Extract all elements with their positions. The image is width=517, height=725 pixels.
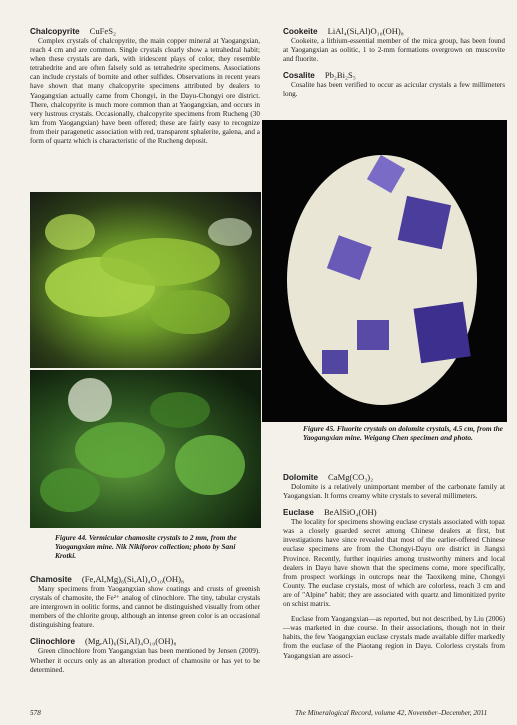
mineral-formula: CaMg(CO₃)₂ bbox=[328, 472, 374, 482]
entry-text: The locality for specimens showing euclase crystals associated with topaz was a closely guarded secret among Chinese dealers at first, but investigations have since revealed that most of the earlier-offered Chinese euclase specimens are from the Chongyi-Dayu ore district in Jiangxi Province. Recently, further inquiries among trustworthy miners and local dealers in Dayu have shown that the specimens come, more specifically, from prospect workings in outcrops near the Taoxikeng mine, Chongyi County. The euclase crystals, most of which are colorless, reach 3 cm and are of "Alpine" habit; they are associated with quartz and limonitized pyrite on schist matrix. bbox=[283, 518, 505, 609]
entry-text: Complex crystals of chalcopyrite, the main copper mineral at Yaogangxian, reach 4 cm and are common. Single crystals clearly show a tetrahedral habit; when these crystals are dark, with iridescent plays of color, they resemble tetrahedrite and are often falsely sold as tetrahedrite specimens. Associations can include crystals of bornite and other sulfides. Observations in recent years have shown that many chalcopyrite specimens attributed by dealers to Yaogangxian actually came from Chongyi, in the Dayu-Chongyi ore district. There, chalcopyrite is much more common than at Yaogangxian, and occurs in very lustrous crystals. Occasionally, chalcopyrite specimens from Rucheng (30 km from Yaogangxian) have been offered; these are fairly easy to recognize from their paragenetic association with red, transparent sphalerite, galena, and a form of quartz which is characteristic of the Rucheng deposit. bbox=[30, 37, 260, 146]
chamosite-closeup-image bbox=[30, 370, 261, 528]
right-column-lower bbox=[283, 472, 505, 667]
mineral-name: Cosalite bbox=[283, 71, 315, 81]
mineral-formula: CuFeS₂ bbox=[89, 26, 116, 36]
entry-heading bbox=[283, 26, 505, 36]
mineral-formula: (Mg,Al)₆(Si,Al)₄O₁₀(OH)₈ bbox=[85, 636, 177, 647]
left-column bbox=[30, 26, 260, 152]
mineral-formula: LiAl₄(Si,Al)O₁₀(OH)₈ bbox=[327, 26, 404, 36]
figure-45-caption: Figure 45. Fluorite crystals on dolomite crystals, 4.5 cm, from the Yaogangxian mine. Weigang Chen specimen and photo. bbox=[303, 424, 503, 443]
fluorite-photo bbox=[262, 120, 507, 422]
entry-heading bbox=[30, 574, 260, 584]
right-column bbox=[283, 26, 505, 105]
chamosite-crystals-image bbox=[30, 192, 261, 368]
page-number: 578 bbox=[30, 709, 41, 717]
mineral-name: Dolomite bbox=[283, 473, 319, 482]
entry-text: Dolomite is a relatively unimportant member of the carbonate family at Yaogangxian. It forms creamy white crystals to several millimeters. bbox=[283, 483, 505, 501]
entry-text: Many specimens from Yaogangxian show coatings and crusts of greenish crystals of chamosite, the Fe²⁺ analog of clinochlore. The tiny, tabular crystals are intergrown in oolitic forms, and cannot be distinguished visually from other members of the chlorite group, although an intense green color is an occasional distinguishing feature. bbox=[30, 585, 260, 630]
entry-text: Green clinochlore from Yaogangxian has been mentioned by Jensen (2009). Whether it occurs only as an alteration product of chamosite or has yet to be determined. bbox=[30, 647, 260, 674]
mineral-name: Clinochlore bbox=[30, 637, 76, 647]
mineral-formula: (Fe,Al,Mg)₆(Si,Al)₄O₁₀(OH)₈ bbox=[81, 574, 184, 584]
left-column-lower bbox=[30, 574, 260, 681]
entry-text: Cookeite, a lithium-essential member of the mica group, has been found at Yaogangxian as oolitic, 1 to 2-mm formations overgrown on muscovite and fluorite. bbox=[283, 37, 505, 64]
entry-heading bbox=[30, 26, 260, 36]
mineral-name: Cookeite bbox=[283, 27, 318, 36]
mineral-formula: Pb₂Bi₂S₅ bbox=[324, 70, 356, 81]
entry-heading bbox=[283, 472, 505, 482]
figure-44-caption: Figure 44. Vermicular chamosite crystals to 2 mm, from the Yaogangxian mine. Nik Nikiforov collection; photo by Sani Krotki. bbox=[55, 533, 237, 561]
chamosite-photo-bottom bbox=[30, 370, 261, 528]
chamosite-photo-top bbox=[30, 192, 261, 368]
mineral-name: Chamosite bbox=[30, 575, 72, 584]
mineral-name: Euclase bbox=[283, 508, 314, 518]
mineral-name: Chalcopyrite bbox=[30, 27, 80, 36]
entry-heading bbox=[283, 507, 505, 517]
journal-footer: The Mineralogical Record, volume 42, November–December, 2011 bbox=[295, 709, 488, 717]
entry-text: Cosalite has been verified to occur as acicular crystals a few millimeters long. bbox=[283, 81, 505, 99]
entry-text: Euclase from Yaogangxian—as reported, but not described, by Liu (2006)—was marketed in due course. In their associations, though not in their habits, the few Yaogangxian euclase crystals made available differ markedly from the euclase of the Piaotang region in Dayu. Colorless crystals from Yaogangxian are associ- bbox=[283, 615, 505, 660]
entry-heading bbox=[30, 636, 260, 646]
fluorite-on-dolomite-image bbox=[262, 120, 507, 422]
mineral-formula: BeAlSiO₄(OH) bbox=[323, 507, 377, 518]
entry-heading bbox=[283, 70, 505, 80]
